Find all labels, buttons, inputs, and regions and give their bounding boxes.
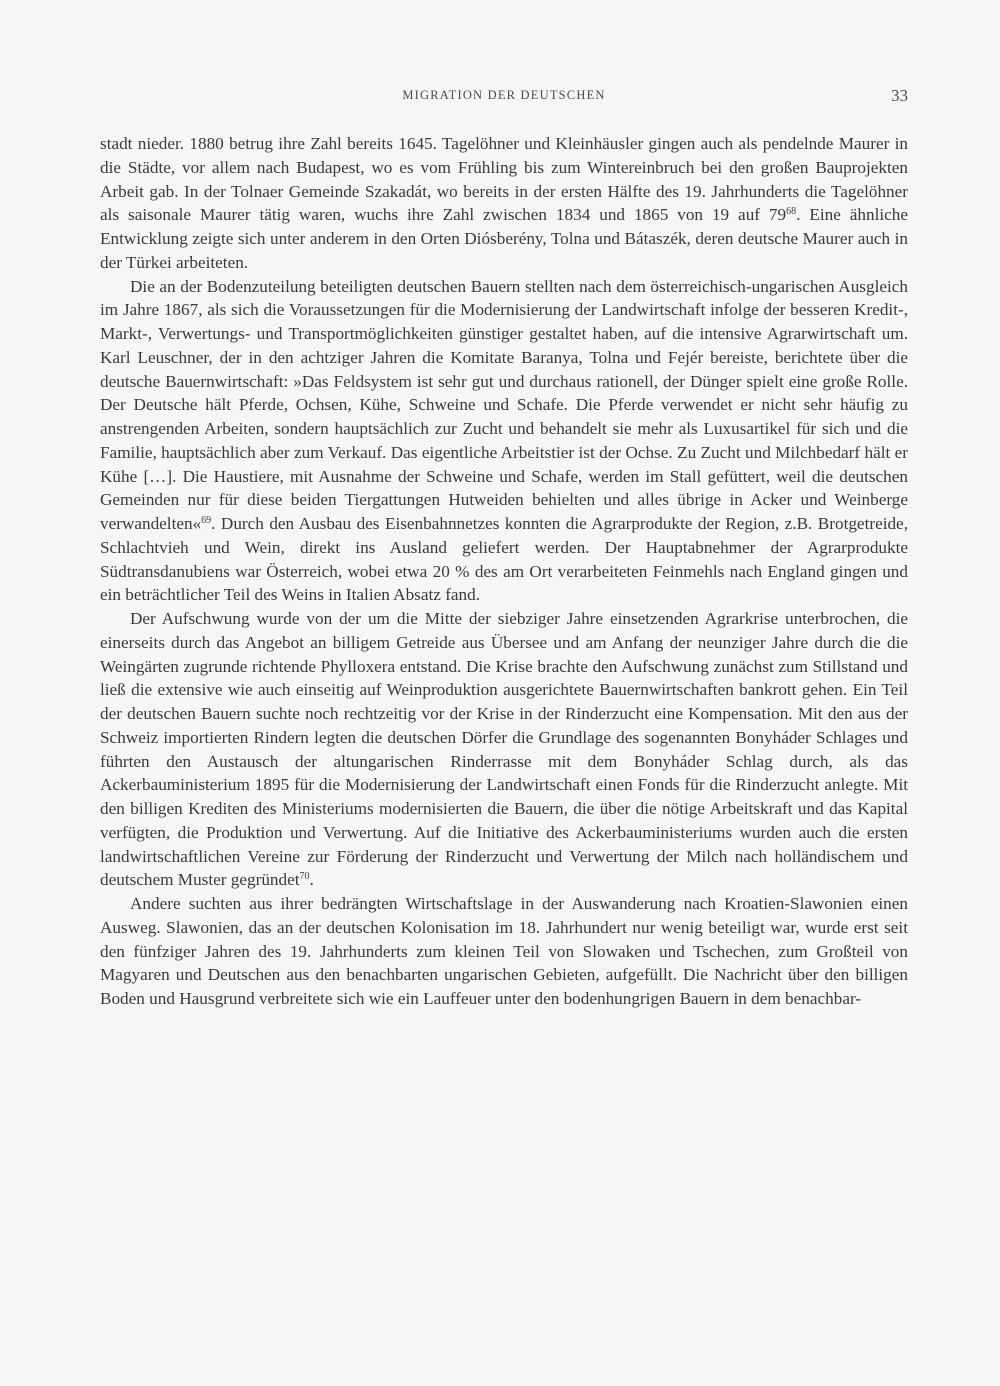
paragraph-text: Der Aufschwung wurde von der um die Mitte der siebziger Jahre einsetzenden Agrarkrise unterbrochen, die einerseits durch das Angebot an billigem Getreide aus Übersee und am Anfang der neunziger Jahre durch die die Weingärten zugrunde richtende Phylloxera entstand. Die Krise brachte den Aufschwung zunächst zum Stillstand und ließ die extensive wie auch einseitig auf Weinproduktion ausgerichtete Bauernwirtschaften bankrott gehen. Ein Teil der deutschen Bauern suchte noch rechtzeitig vor der Krise in der Rinderzucht eine Kompensation. Mit den aus der Schweiz importierten Rindern legten die deutschen Dörfer die Grundlage des sogenannten Bonyháder Schlages und führten den Austausch der altungarischen Rinderrasse mit dem Bonyháder Schlag durch, als das Ackerbauministerium 1895 für die Modernisierung der Landwirtschaft einen Fonds für die Rinderzucht anlegte. Mit den billigen Krediten des Ministeriums modernisierten die Bauern, die über die nötige Arbeitskraft und das Kapital verfügten, die Produktion und Verwertung. Auf die Initiative des Ackerbauministeriums wurden auch die ersten landwirtschaftlichen Vereine zur Förderung der Rinderzucht und Verwertung der Milch nach holländischem und deutschem Muster gegründet [100,609,908,890]
paragraph-text: stadt nieder. 1880 betrug ihre Zahl bereits 1645. Tagelöhner und Kleinhäusler gingen auch als pendelnde Maurer in die Städte, vor allem nach Budapest, wo es vom Frühling bis zum Wintereinbruch bei den großen Bauprojekten Arbeit gab. In der Tolnaer Gemeinde Szakadát, wo bereits in der ersten Hälfte des 19. Jahrhunderts die Tagelöhner als saisonale Maurer tätig waren, wuchs ihre Zahl zwischen 1834 und 1865 von 19 auf 79 [100,134,908,225]
paragraph-1 [100,132,908,275]
footnote-ref-68: 68 [786,206,797,218]
paragraph-text: . Eine ähnliche Entwicklung zeigte sich unter anderem in den Orten Diósberény, Tolna und Bátaszék, deren deutsche Maurer auch in der Türkei arbeiteten. [100,205,908,272]
running-head: MIGRATION DER DEUTSCHEN [402,88,606,102]
page-number: 33 [891,86,908,105]
paragraph-4 [100,892,908,1011]
paragraph-text: . [309,870,314,890]
page-header [100,86,908,108]
paragraph-text: Andere suchten aus ihrer bedrängten Wirtschaftslage in der Auswanderung nach Kroatien-Slawonien einen Ausweg. Slawonien, das an der deutschen Kolonisation im 18. Jahrhundert nur wenig beteiligt war, wurde erst seit den fünfziger Jahren des 19. Jahrhunderts zum kleinen Teil von Slowaken und Tschechen, zum Großteil von Magyaren und Deutschen aus den benachbarten ungarischen Gebieten, aufgefüllt. Die Nachricht über den billigen Boden und Hausgrund verbreitete sich wie ein Lauffeuer unter den bodenhungrigen Bauern in dem benachbar- [100,894,908,1008]
footnote-ref-69: 69 [201,515,212,526]
paragraph-text: . Durch den Ausbau des Eisenbahnnetzes konnten die Agrarprodukte der Region, z.B. Brotgetreide, Schlachtvieh und Wein, direkt ins Ausland geliefert werden. Der Hauptabnehmer der Agrarprodukte Südtransdanubiens war Österreich, wobei etwa 20 % des am Ort verarbeiteten Feinmehls nach England gingen und ein beträchtlicher Teil des Weins in Italien Absatz fand. [100,514,908,605]
paragraph-2 [100,275,908,608]
footnote-ref-70: 70 [299,871,310,883]
paragraph-3 [100,607,908,892]
body-text [100,132,908,1011]
paragraph-text: Die an der Bodenzuteilung beteiligten deutschen Bauern stellten nach dem österreichisch-ungarischen Ausgleich im Jahre 1867, als sich die Voraussetzungen für die Modernisierung der Landwirtschaft infolge der besseren Kredit-, Markt-, Verwertungs- und Transportmöglichkeiten günstiger gestaltet haben, auf die intensive Agrarwirtschaft um. Karl Leuschner, der in den achtziger Jahren die Komitate Baranya, Tolna und Fejér bereiste, berichtete über die deutsche Bauernwirtschaft: »Das Feldsystem ist sehr gut und durchaus rationell, der Dünger spielt eine große Rolle. Der Deutsche hält Pferde, Ochsen, Kühe, Schweine und Schafe. Die Pferde verwendet er nicht sehr häufig zu anstrengenden Arbeiten, sondern hauptsächlich zur Zucht und behandelt sie mehr als Luxusartikel für sich und die Familie, hauptsächlich aber zum Verkauf. Das eigentliche Arbeitstier ist der Ochse. Zu Zucht und Milchbedarf hält er Kühe […]. Die Haustiere, mit Ausnahme der Schweine und Schafe, werden im Stall gefüttert, weil die deutschen Gemeinden nur für diese beiden Tiergattungen Hutweiden behielten und alles übrige in Acker und Weinberge verwandelten« [100,276,908,533]
